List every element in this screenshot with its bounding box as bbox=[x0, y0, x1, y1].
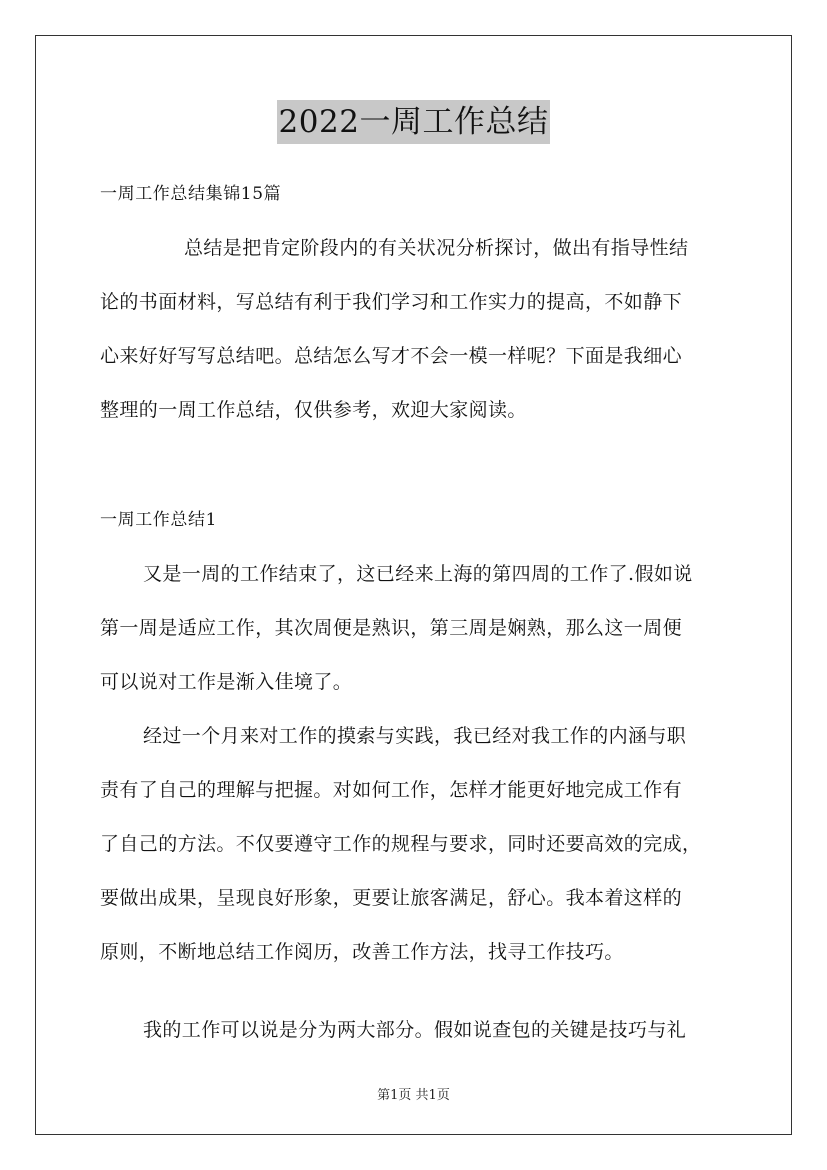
body-line: 原则，不断地总结工作阅历，改善工作方法，找寻工作技巧。 bbox=[100, 941, 624, 963]
document-subtitle: 一周工作总结集锦15篇 bbox=[100, 184, 282, 204]
body-line: 要做出成果，呈现良好形象，更要让旅客满足，舒心。我本着这样的 bbox=[100, 887, 683, 909]
intro-line: 心来好好写写总结吧。总结怎么写才不会一模一样呢？下面是我细心 bbox=[100, 345, 683, 367]
document-title: 2022一周工作总结 bbox=[277, 100, 551, 144]
intro-line: 论的书面材料，写总结有利于我们学习和工作实力的提高，不如静下 bbox=[100, 291, 683, 313]
title-container bbox=[0, 100, 827, 144]
body-line: 责有了自己的理解与把握。对如何工作，怎样才能更好地完成工作有 bbox=[100, 779, 683, 801]
body-line: 了自己的方法。不仅要遵守工作的规程与要求，同时还要高效的完成， bbox=[100, 833, 702, 855]
intro-line: 整理的一周工作总结，仅供参考，欢迎大家阅读。 bbox=[100, 399, 527, 421]
section-heading: 一周工作总结1 bbox=[100, 510, 218, 530]
body-line: 经过一个月来对工作的摸索与实践，我已经对我工作的内涵与职 bbox=[143, 725, 687, 747]
body-line: 可以说对工作是渐入佳境了。 bbox=[100, 671, 353, 693]
intro-line: 总结是把肯定阶段内的有关状况分析探讨，做出有指导性结 bbox=[184, 237, 689, 259]
page-footer: 第1页 共1页 bbox=[377, 1088, 450, 1103]
body-line: 我的工作可以说是分为两大部分。假如说查包的关键是技巧与礼 bbox=[143, 1019, 687, 1041]
body-line: 又是一周的工作结束了，这已经来上海的第四周的工作了.假如说 bbox=[143, 563, 693, 585]
body-line: 第一周是适应工作，其次周便是熟识，第三周是娴熟，那么这一周便 bbox=[100, 617, 683, 639]
